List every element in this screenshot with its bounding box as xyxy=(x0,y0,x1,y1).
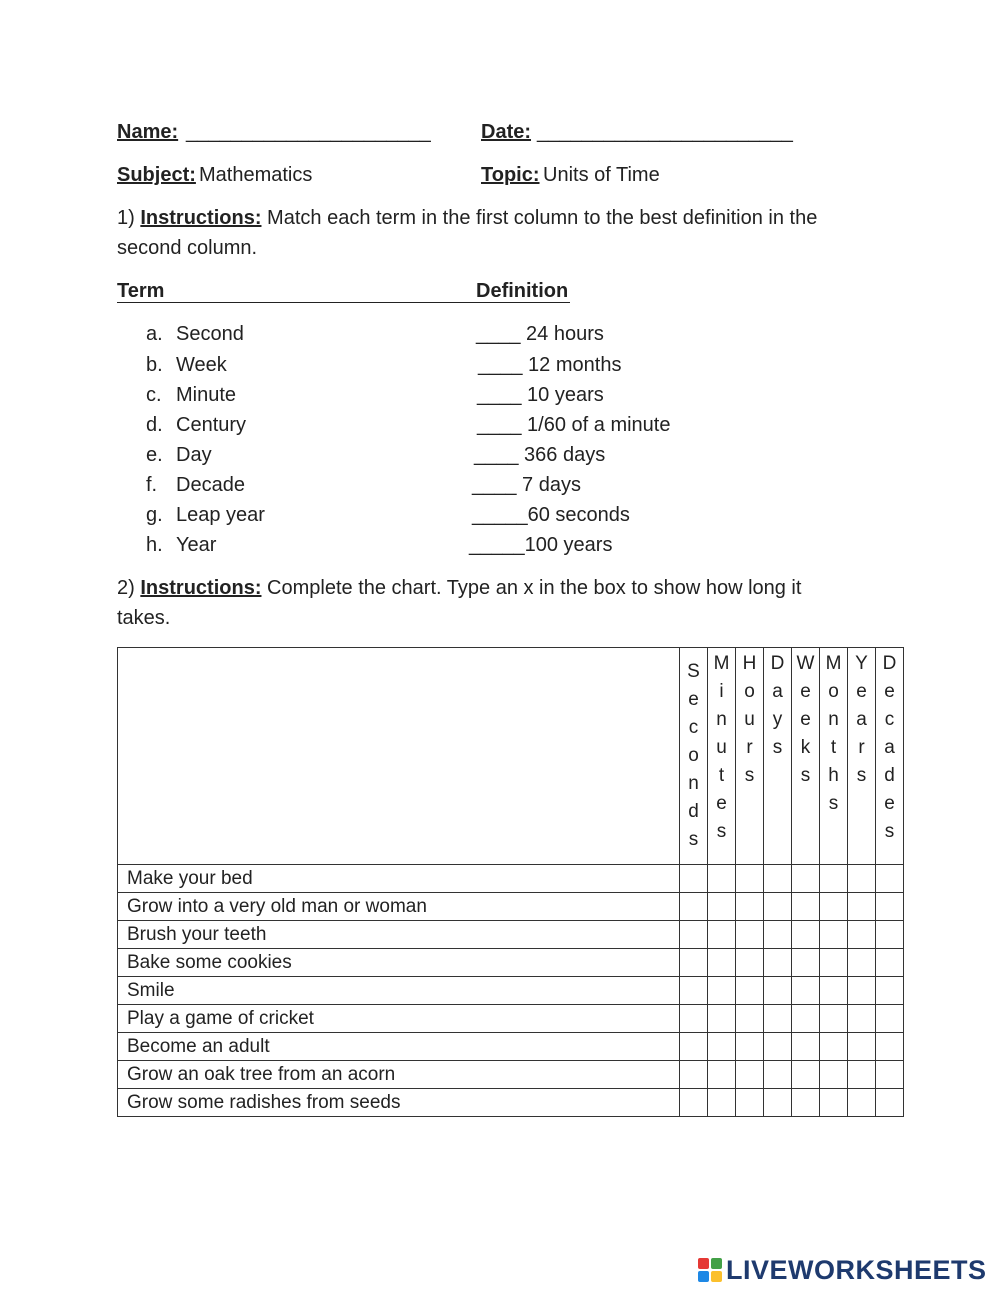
answer-box-years[interactable] xyxy=(848,949,876,977)
answer-box-decades[interactable] xyxy=(876,893,904,921)
answer-box-years[interactable] xyxy=(848,865,876,893)
answer-box-weeks[interactable] xyxy=(792,1033,820,1061)
answer-box-weeks[interactable] xyxy=(792,1061,820,1089)
column-header-letter: e xyxy=(800,709,811,730)
table-row xyxy=(118,921,904,949)
table-row xyxy=(118,949,904,977)
answer-box-days[interactable] xyxy=(764,921,792,949)
term-item: Decade xyxy=(176,474,245,496)
definition-item[interactable]: ____ 24 hours xyxy=(476,323,604,345)
term-letter: d. xyxy=(146,414,163,436)
answer-box-seconds[interactable] xyxy=(680,1005,708,1033)
logo-square xyxy=(698,1271,709,1282)
answer-box-months[interactable] xyxy=(820,949,848,977)
answer-box-minutes[interactable] xyxy=(708,893,736,921)
column-header-letter: o xyxy=(688,745,699,766)
answer-box-days[interactable] xyxy=(764,949,792,977)
table-row xyxy=(118,977,904,1005)
date-label: Date: xyxy=(481,121,532,143)
activity-label: Make your bed xyxy=(118,865,680,893)
definition-item[interactable]: _____100 years xyxy=(469,534,613,556)
section2-instructions-line2: takes. xyxy=(117,607,171,629)
answer-box-hours[interactable] xyxy=(736,949,764,977)
answer-box-weeks[interactable] xyxy=(792,1005,820,1033)
answer-box-days[interactable] xyxy=(764,1089,792,1117)
subject-label: Subject: xyxy=(117,164,196,186)
answer-box-decades[interactable] xyxy=(876,1089,904,1117)
activity-label: Bake some cookies xyxy=(118,949,680,977)
column-header-letter: t xyxy=(718,765,725,786)
logo-text: LIVEWORKSHEETS xyxy=(726,1254,987,1285)
term-letter: b. xyxy=(146,354,163,376)
answer-box-days[interactable] xyxy=(764,1061,792,1089)
column-header-letter: n xyxy=(688,773,699,794)
answer-box-minutes[interactable] xyxy=(708,949,736,977)
column-header-letter: s xyxy=(716,821,727,842)
column-header-letter: o xyxy=(828,681,839,702)
column-header-letter: e xyxy=(716,793,727,814)
answer-box-months[interactable] xyxy=(820,1061,848,1089)
answer-box-minutes[interactable] xyxy=(708,1061,736,1089)
column-header-letter: s xyxy=(800,765,811,786)
column-header-letter: e xyxy=(800,681,811,702)
definition-item[interactable]: _____60 seconds xyxy=(472,504,630,526)
column-header-letter: W xyxy=(796,653,815,674)
column-header-letter: Y xyxy=(855,653,868,674)
logo-square xyxy=(698,1258,709,1269)
header-underline xyxy=(117,302,570,303)
answer-box-decades[interactable] xyxy=(876,1033,904,1061)
table-row xyxy=(118,1033,904,1061)
term-letter: h. xyxy=(146,534,163,556)
column-header-letter: a xyxy=(884,737,895,758)
answer-box-days[interactable] xyxy=(764,1005,792,1033)
definition-item[interactable]: ____ 366 days xyxy=(474,444,606,466)
table-row xyxy=(118,1061,904,1089)
time-chart xyxy=(117,647,904,1117)
column-header-letter: n xyxy=(828,709,839,730)
answer-box-years[interactable] xyxy=(848,1005,876,1033)
answer-box-years[interactable] xyxy=(848,1033,876,1061)
activity-label: Grow an oak tree from an acorn xyxy=(118,1061,680,1089)
table-row xyxy=(118,893,904,921)
answer-box-weeks[interactable] xyxy=(792,949,820,977)
answer-box-months[interactable] xyxy=(820,893,848,921)
column-header-letter: s xyxy=(772,737,783,758)
topic-value: Units of Time xyxy=(543,164,660,186)
column-header-letter: c xyxy=(884,709,895,730)
activity-label: Smile xyxy=(118,977,680,1005)
column-header-letter: e xyxy=(688,689,699,710)
name-label: Name: xyxy=(117,121,179,143)
answer-box-days[interactable] xyxy=(764,893,792,921)
answer-box-months[interactable] xyxy=(820,1033,848,1061)
term-item: Minute xyxy=(176,384,237,406)
answer-box-months[interactable] xyxy=(820,865,848,893)
table-row xyxy=(118,865,904,893)
answer-box-months[interactable] xyxy=(820,921,848,949)
column-header-letter: e xyxy=(856,681,867,702)
activity-label: Grow some radishes from seeds xyxy=(118,1089,680,1117)
section2-instructions xyxy=(117,577,801,600)
answer-box-minutes[interactable] xyxy=(708,1005,736,1033)
column-header-letter: s xyxy=(744,765,755,786)
logo-square xyxy=(711,1258,722,1269)
answer-box-seconds[interactable] xyxy=(680,921,708,949)
answer-box-hours[interactable] xyxy=(736,1061,764,1089)
answer-box-years[interactable] xyxy=(848,977,876,1005)
answer-box-months[interactable] xyxy=(820,1089,848,1117)
answer-box-minutes[interactable] xyxy=(708,977,736,1005)
term-header: Term xyxy=(117,280,165,302)
logo-mark-icon xyxy=(698,1258,722,1282)
column-header-letter: S xyxy=(687,661,700,682)
term-item: Day xyxy=(176,444,212,466)
column-header-years xyxy=(848,648,876,865)
activity-label: Grow into a very old man or woman xyxy=(118,893,680,921)
term-letter: c. xyxy=(146,384,162,406)
term-letter: g. xyxy=(146,504,163,526)
term-letter: f. xyxy=(146,474,158,496)
answer-box-minutes[interactable] xyxy=(708,921,736,949)
answer-box-hours[interactable] xyxy=(736,865,764,893)
answer-box-seconds[interactable] xyxy=(680,1089,708,1117)
date-blank[interactable]: _______________________ xyxy=(537,121,793,143)
column-header-letter: t xyxy=(830,737,837,758)
chart-corner xyxy=(118,648,680,865)
term-letter: e. xyxy=(146,444,163,466)
answer-box-minutes[interactable] xyxy=(708,1033,736,1061)
answer-box-years[interactable] xyxy=(848,921,876,949)
answer-box-seconds[interactable] xyxy=(680,865,708,893)
answer-box-decades[interactable] xyxy=(876,865,904,893)
answer-box-weeks[interactable] xyxy=(792,893,820,921)
answer-box-weeks[interactable] xyxy=(792,977,820,1005)
section1-instructions-line2: second column. xyxy=(117,237,258,259)
column-header-letter: a xyxy=(856,709,867,730)
column-header-seconds xyxy=(680,648,708,865)
activity-label: Become an adult xyxy=(118,1033,680,1061)
column-header-days xyxy=(764,648,792,865)
column-header-letter: c xyxy=(688,717,699,738)
answer-box-hours[interactable] xyxy=(736,977,764,1005)
chart-header-row xyxy=(118,648,904,865)
column-header-letter: o xyxy=(744,681,755,702)
answer-box-decades[interactable] xyxy=(876,977,904,1005)
section2-instructions-label: Instructions: xyxy=(140,577,262,599)
answer-box-decades[interactable] xyxy=(876,921,904,949)
definition-item[interactable]: ____ 12 months xyxy=(478,354,622,376)
column-header-letter: i xyxy=(719,681,724,702)
answer-box-seconds[interactable] xyxy=(680,893,708,921)
answer-box-weeks[interactable] xyxy=(792,921,820,949)
answer-box-weeks[interactable] xyxy=(792,865,820,893)
term-item: Second xyxy=(176,323,244,345)
answer-box-hours[interactable] xyxy=(736,1089,764,1117)
answer-box-decades[interactable] xyxy=(876,1005,904,1033)
table-row xyxy=(118,1089,904,1117)
section2-number: 2) xyxy=(117,577,135,599)
column-header-letter: s xyxy=(884,821,895,842)
column-header-letter: u xyxy=(744,709,755,730)
answer-box-years[interactable] xyxy=(848,1089,876,1117)
answer-box-days[interactable] xyxy=(764,1033,792,1061)
definition-item[interactable]: ____ 1/60 of a minute xyxy=(477,414,671,436)
column-header-months xyxy=(820,648,848,865)
column-header-letter: d xyxy=(884,765,895,786)
column-header-letter: e xyxy=(884,793,895,814)
subject-value: Mathematics xyxy=(199,164,313,186)
column-header-letter: D xyxy=(770,653,785,674)
logo-square xyxy=(711,1271,722,1282)
chart-body xyxy=(118,865,904,1117)
column-header-letter: r xyxy=(858,737,865,758)
answer-box-seconds[interactable] xyxy=(680,1061,708,1089)
definition-item[interactable]: ____ 10 years xyxy=(477,384,604,406)
column-header-letter: D xyxy=(882,653,897,674)
section1-instructions-text: Match each term in the first column to the best definition in the xyxy=(267,207,818,229)
answer-box-days[interactable] xyxy=(764,865,792,893)
term-item: Week xyxy=(176,354,227,376)
answer-box-hours[interactable] xyxy=(736,1033,764,1061)
answer-box-years[interactable] xyxy=(848,1061,876,1089)
section1-number: 1) xyxy=(117,207,135,229)
answer-box-hours[interactable] xyxy=(736,921,764,949)
term-letter: a. xyxy=(146,323,163,345)
liveworksheets-logo xyxy=(698,1256,987,1284)
column-header-letter: H xyxy=(742,653,757,674)
definition-item[interactable]: ____ 7 days xyxy=(472,474,581,496)
answer-box-decades[interactable] xyxy=(876,1061,904,1089)
answer-box-years[interactable] xyxy=(848,893,876,921)
answer-box-days[interactable] xyxy=(764,977,792,1005)
column-header-letter: e xyxy=(884,681,895,702)
column-header-letter: s xyxy=(828,793,839,814)
column-header-letter: n xyxy=(716,709,727,730)
column-header-letter: r xyxy=(746,737,753,758)
answer-box-months[interactable] xyxy=(820,977,848,1005)
answer-box-hours[interactable] xyxy=(736,893,764,921)
column-header-letter: h xyxy=(828,765,839,786)
activity-label: Brush your teeth xyxy=(118,921,680,949)
column-header-minutes xyxy=(708,648,736,865)
column-header-letter: M xyxy=(825,653,842,674)
term-item: Year xyxy=(176,534,217,556)
answer-box-decades[interactable] xyxy=(876,949,904,977)
activity-label: Play a game of cricket xyxy=(118,1005,680,1033)
answer-box-minutes[interactable] xyxy=(708,865,736,893)
column-header-letter: a xyxy=(772,681,783,702)
topic-label: Topic: xyxy=(481,164,540,186)
column-header-letter: M xyxy=(713,653,730,674)
column-header-letter: s xyxy=(688,829,699,850)
column-header-decades xyxy=(876,648,904,865)
answer-box-hours[interactable] xyxy=(736,1005,764,1033)
term-item: Leap year xyxy=(176,504,265,526)
section2-instructions-text: Complete the chart. Type an x in the box to show how long it xyxy=(267,577,802,599)
term-item: Century xyxy=(176,414,247,436)
section1-instructions xyxy=(117,207,817,230)
definition-header: Definition xyxy=(476,280,569,302)
column-header-weeks xyxy=(792,648,820,865)
name-blank[interactable]: ______________________ xyxy=(186,121,431,143)
column-header-letter: s xyxy=(856,765,867,786)
answer-box-seconds[interactable] xyxy=(680,977,708,1005)
section1-instructions-label: Instructions: xyxy=(140,207,262,229)
column-header-letter: y xyxy=(772,709,783,730)
answer-box-weeks[interactable] xyxy=(792,1089,820,1117)
column-header-hours xyxy=(736,648,764,865)
answer-box-minutes[interactable] xyxy=(708,1089,736,1117)
answer-box-months[interactable] xyxy=(820,1005,848,1033)
table-row xyxy=(118,1005,904,1033)
answer-box-seconds[interactable] xyxy=(680,949,708,977)
column-header-letter: d xyxy=(688,801,699,822)
answer-box-seconds[interactable] xyxy=(680,1033,708,1061)
column-header-letter: u xyxy=(716,737,727,758)
column-header-letter: k xyxy=(800,737,811,758)
